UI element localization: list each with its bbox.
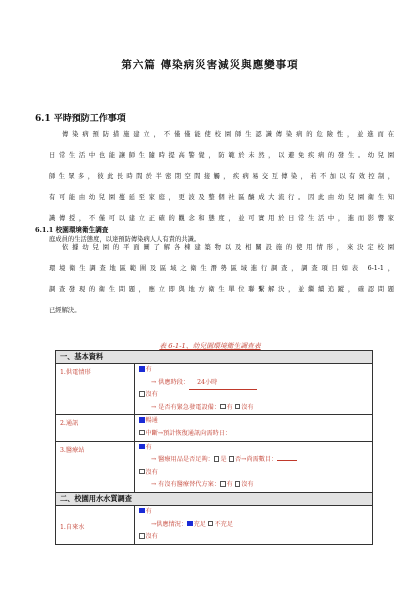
checkbox[interactable] — [139, 430, 145, 436]
group-water-quality: 二、校園用水水質調查 — [56, 492, 373, 505]
supply-hours-field[interactable]: 24小時 — [189, 377, 257, 391]
checkbox-checked[interactable] — [139, 444, 145, 450]
row-label-tap-water: 1.自來水 — [56, 505, 135, 544]
checkbox[interactable] — [139, 533, 145, 539]
row-label-power: 1.供電情形 — [56, 364, 135, 415]
checkbox-checked[interactable] — [187, 521, 193, 527]
table-row — [56, 441, 373, 492]
row-options-power: 有 → 供應時段： 24小時 沒有 → 是否有緊急發電設備： 有 沒有 — [135, 364, 373, 415]
section-heading-6-1: 6.1 平時預防工作事項 — [35, 114, 126, 124]
table-group-header — [56, 492, 373, 505]
checkbox[interactable] — [235, 481, 241, 487]
table-row — [56, 505, 373, 544]
intro-line: 師生眾多，彼此長時間於半密閉空間接觸，疾病易交互傳染，若不加以有效控制， — [49, 173, 394, 180]
table-row — [56, 364, 373, 415]
row-label-comm: 2.通訊 — [56, 415, 135, 441]
chapter-title: 第六篇 傳染病災害減災與應變事項 — [121, 59, 299, 71]
survey-paragraph — [49, 237, 394, 321]
checkbox[interactable] — [220, 404, 226, 410]
needed-count-field[interactable] — [277, 460, 297, 461]
checkbox-checked[interactable] — [139, 417, 145, 423]
checkbox-checked[interactable] — [139, 508, 145, 514]
survey-line: 已經解決。 — [49, 307, 81, 314]
intro-line: 傳染病預防措施建立，不僅僅能使校園師生認識傳染病的危險性，並進而在 — [62, 131, 394, 138]
survey-line: 環境衛生調查地區範圍及區域之衛生潛勢區域進行調查，調查項目如表 6-1-1， — [49, 265, 394, 272]
intro-line: 庭成員的生活態度，以達預防傳染病人人有責的共識。 — [49, 236, 201, 243]
section-heading-6-1-1: 6.1.1 校園環境衛生調查 — [35, 226, 109, 234]
group-basic-info: 一、基本資料 — [56, 351, 373, 364]
checkbox[interactable] — [229, 456, 235, 462]
row-options-tap-water: 有 →供應情況： 充足 不充足 沒有 — [135, 505, 373, 544]
row-label-medical: 3.醫療站 — [56, 441, 135, 492]
row-options-medical: 有 → 醫療用品是否足夠： 是 否→尚需數目： 沒有 → 有沒有醫療替代方案： 有 沒有 — [135, 441, 373, 492]
intro-line: 識傳授，不僅可以建立正確的觀念和態度，並可實用於日常生活中，進而影響家 — [49, 215, 394, 222]
checkbox[interactable] — [214, 456, 220, 462]
checkbox[interactable] — [208, 521, 214, 527]
checkbox-checked[interactable] — [139, 366, 145, 372]
checkbox[interactable] — [235, 404, 241, 410]
survey-table — [55, 350, 373, 545]
table-row — [56, 415, 373, 441]
table-caption: 表 6-1-1、幼兒園環境衛生調查表 — [159, 342, 261, 350]
row-options-comm: 暢通 中斷→預計恢復通訊向需時日： — [135, 415, 373, 441]
intro-line: 日常生活中也能讓師生隨時提高警覺，防範於未然，以避免疾病的發生。幼兒園 — [49, 152, 394, 159]
checkbox[interactable] — [139, 391, 145, 397]
survey-line: 依據幼兒園的平面圖了解各棟建築物以及相關設施的使用情形，來決定校園 — [62, 244, 394, 251]
checkbox[interactable] — [220, 481, 226, 487]
intro-line: 有可能由幼兒園蔓延至家庭，更波及整個社區釀成大流行。因此由幼兒園衛生知 — [49, 194, 394, 201]
checkbox[interactable] — [139, 469, 145, 475]
table-group-header — [56, 351, 373, 364]
survey-line: 調查發現的衛生問題，應立即與地方衛生單位聯繫解決，並繼續追蹤，確認問題 — [49, 286, 394, 293]
